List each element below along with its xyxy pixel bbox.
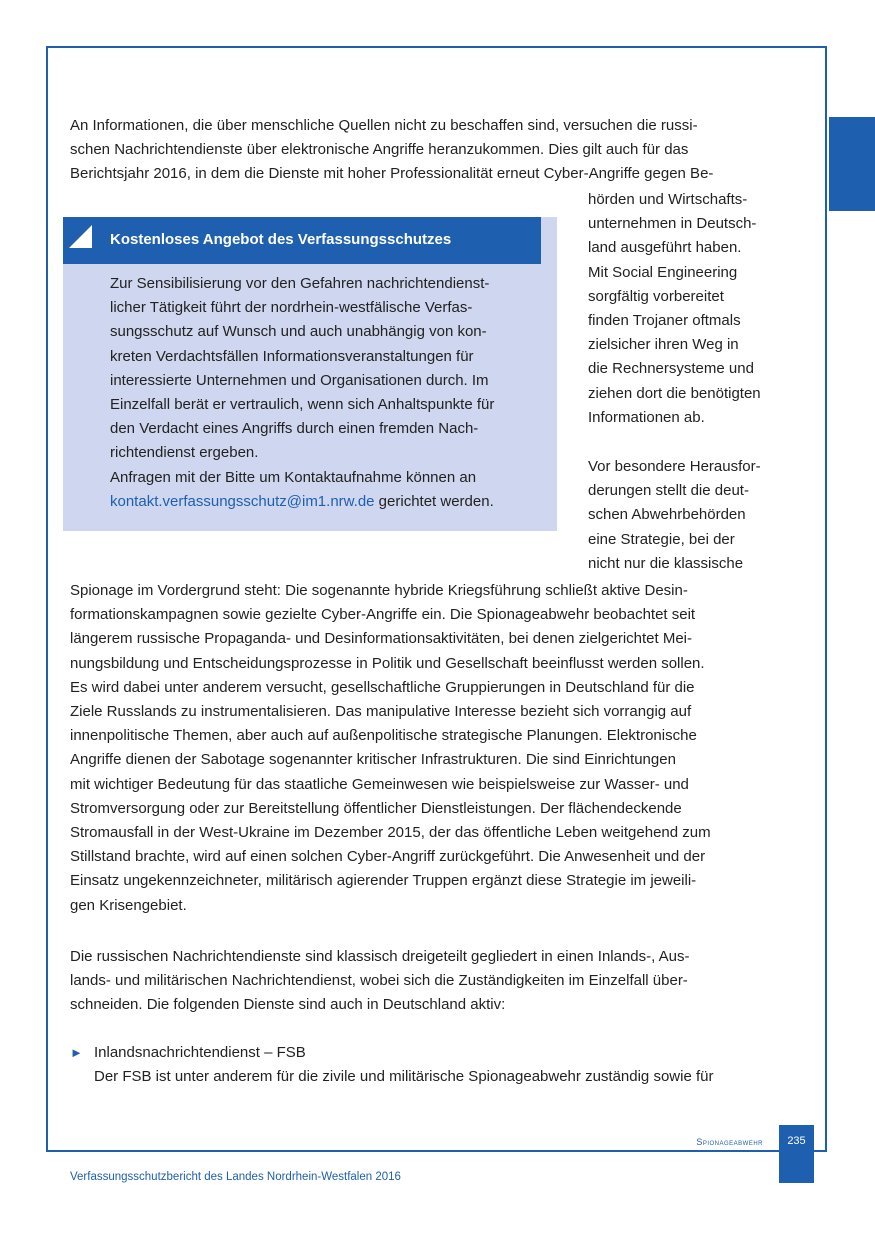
text-line: finden Trojaner oftmals [588, 312, 741, 330]
info-box-title: Kostenloses Angebot des Verfassungsschutzes [110, 231, 452, 248]
bullet-item [70, 1041, 306, 1065]
info-box-header [63, 217, 541, 264]
text-line: ziehen dort die benötigten [588, 384, 761, 402]
text-line: Stillstand brachte, wird auf einen solchen Cyber-Angriff zurückgeführt. Die Anwesenheit und der [70, 848, 706, 866]
page-number: 235 [787, 1135, 806, 1147]
text-line: sorgfältig vorbereitet [588, 287, 724, 305]
info-box-text [110, 272, 494, 514]
services-paragraph [70, 945, 690, 1018]
text-line: Stromausfall in der West-Ukraine im Dezember 2015, der das öffentliche Leben weitgehend zum [70, 824, 711, 842]
text-line: Einsatz ungekennzeichneter, militärisch agierender Truppen ergänzt diese Strategie im jeweili- [70, 872, 697, 890]
bullet-text: Der FSB ist unter anderem für die zivile und militärische Spionageabwehr zuständig sowie für [94, 1068, 714, 1085]
text-line: hörden und Wirtschafts- [588, 191, 748, 208]
triangle-icon [69, 225, 92, 248]
text-line: nungsbildung und Entscheidungsprozesse in Politik und Gesellschaft beeinflusst werden sollen. [70, 654, 705, 672]
bullet-arrow-icon: ► [70, 1045, 83, 1060]
text-line: Einzelfall berät er vertraulich, wenn sich Anhaltspunkte für [110, 396, 495, 414]
text-line: Angriffe dienen der Sabotage sogenannter kritischer Infrastrukturen. Die sind Einrichtungen [70, 751, 676, 769]
text-line: Zur Sensibilisierung vor den Gefahren nachrichtendienst- [110, 275, 490, 292]
text-line: den Verdacht eines Angriffs durch einen fremden Nach- [110, 420, 479, 438]
text-line: Spionage im Vordergrund steht: Die sogenannte hybride Kriegsführung schließt aktive Desin- [70, 582, 688, 599]
text-line: die Rechnersysteme und [588, 360, 754, 378]
text-line: schen Nachrichtendienste über elektronische Angriffe heranzukommen. Dies gilt auch für das [70, 141, 689, 159]
text-line: Mit Social Engineering [588, 263, 738, 281]
text-line: zielsicher ihren Weg in [588, 336, 739, 354]
info-box-lines [110, 275, 494, 486]
text-line: mit wichtiger Bedeutung für das staatliche Gemeinwesen wie beispielsweise zur Wasser- und [70, 775, 689, 793]
side-column-text-2 [588, 455, 761, 576]
email-suffix: gerichtet werden. [374, 492, 494, 510]
text-line: schen Abwehrbehörden [588, 506, 746, 524]
text-line: nicht nur die klassische [588, 554, 744, 572]
text-line: eine Strategie, bei der [588, 530, 735, 548]
text-line: derungen stellt die deut- [588, 482, 749, 500]
text-line: Die russischen Nachrichtendienste sind klassisch dreigeteilt gegliedert in einen Inlands-, Aus- [70, 948, 690, 965]
text-line: innenpolitische Themen, aber auch auf außenpolitische strategische Planungen. Elektronische [70, 727, 697, 745]
text-line: Informationen ab. [588, 408, 705, 426]
chapter-tab [829, 117, 875, 211]
text-line: licher Tätigkeit führt der nordrhein-westfälische Verfas- [110, 299, 473, 317]
text-line: gen Krisengebiet. [70, 896, 187, 914]
text-line: unternehmen in Deutsch- [588, 215, 757, 233]
text-line: kreten Verdachtsfällen Informationsveranstaltungen für [110, 347, 474, 365]
text-line: Vor besondere Herausfor- [588, 458, 761, 475]
text-line: sungsschutz auf Wunsch und auch unabhängig von kon- [110, 323, 487, 341]
text-line: Anfragen mit der Bitte um Kontaktaufnahme können an [110, 468, 477, 486]
text-line: Ziele Russlands zu instrumentalisieren. Das manipulative Interesse bezieht sich vorrangig auf [70, 703, 692, 721]
text-line: schneiden. Die folgenden Dienste sind auch in Deutschland aktiv: [70, 996, 506, 1014]
footer-title: Verfassungsschutzbericht des Landes Nordrhein-Westfalen 2016 [70, 1171, 401, 1183]
text-line: Stromversorgung oder zur Bereitstellung öffentlicher Dienstleistungen. Der flächendeckende [70, 799, 682, 817]
text-line: formationskampagnen sowie gezielte Cyber-Angriffe ein. Die Spionageabwehr beobachtet seit [70, 606, 696, 624]
text-line: land ausgeführt haben. [588, 239, 742, 257]
text-line: Berichtsjahr 2016, in dem die Dienste mit hoher Professionalität erneut Cyber-Angriffe gegen Be- [70, 165, 714, 183]
main-paragraph [70, 579, 711, 918]
text-line: Es wird dabei unter anderem versucht, gesellschaftliche Gruppierungen in Deutschland für die [70, 678, 695, 696]
text-line: lands- und militärischen Nachrichtendienst, wobei sich die Zuständigkeiten im Einzelfall über- [70, 972, 688, 990]
bullet-heading: Inlandsnachrichtendienst – FSB [94, 1044, 306, 1061]
text-line: längerem russische Propaganda- und Desinformationsaktivitäten, bei denen zielgerichtet Mei- [70, 630, 693, 648]
intro-paragraph [70, 114, 713, 187]
info-box [63, 217, 557, 531]
page-number-box [779, 1125, 814, 1183]
side-column-text [588, 188, 761, 430]
section-name: Spionageabwehr [696, 1137, 763, 1147]
contact-email-link[interactable]: kontakt.verfassungsschutz@im1.nrw.de [110, 492, 375, 510]
text-line: An Informationen, die über menschliche Quellen nicht zu beschaffen sind, versuchen die russi- [70, 117, 698, 134]
text-line: interessierte Unternehmen und Organisationen durch. Im [110, 371, 489, 389]
text-line: richtendienst ergeben. [110, 444, 259, 462]
